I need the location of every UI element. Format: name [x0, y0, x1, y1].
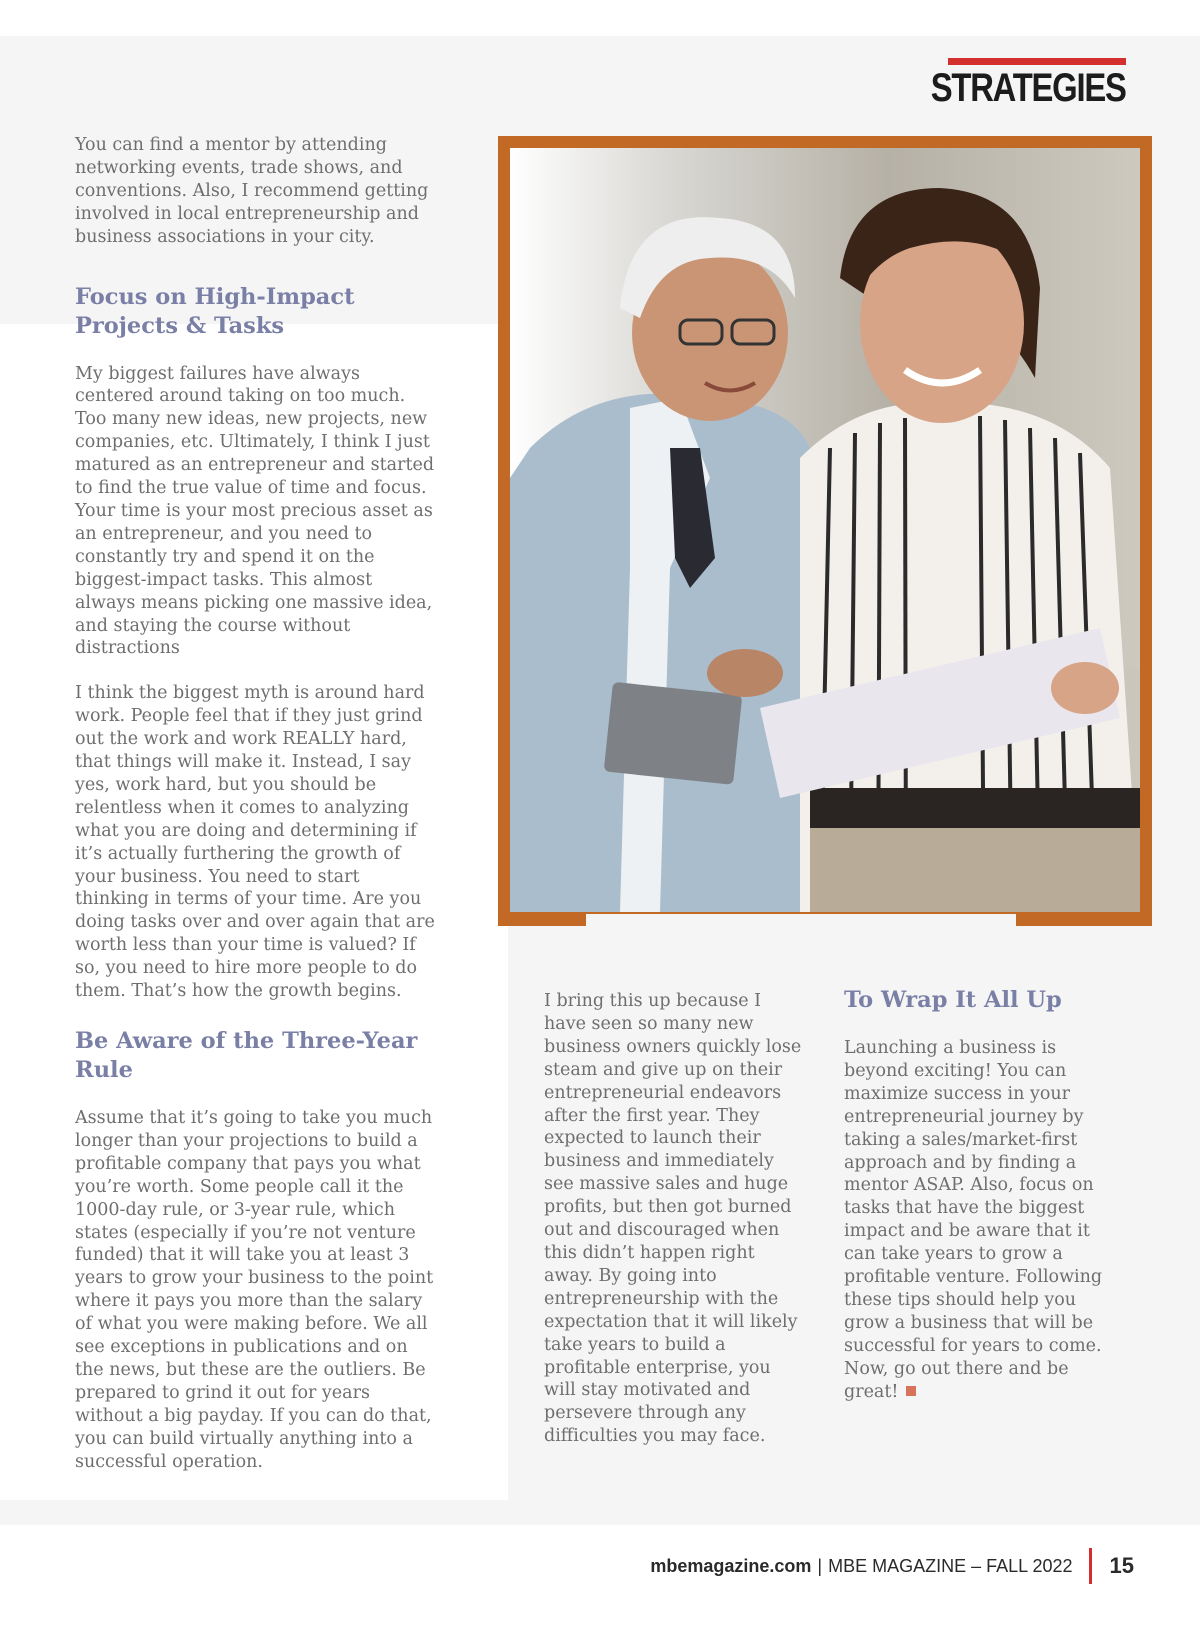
end-mark-icon — [906, 1386, 916, 1396]
paragraph-failures: My biggest failures have always centered around taking on too much. Too many new ideas, new projects, new companies, etc. Ultimately, I think I just matured as an entrepreneur and started to find the true value of time and focus. Your time is your most precious asset as an entrepreneur, and you need to constantly try and spend it on the biggest-impact tasks. This almost always means picking one massive idea, and staying the course without distractions — [75, 363, 435, 659]
paragraph-wrap-up: Launching a business is beyond exciting! You can maximize success in your entrepreneurial journey by taking a sales/market-first approach and by finding a mentor ASAP. Also, focus on tasks that have the biggest impact and be aware that it can take years to grow a profitable venture. Following these tips should help you grow a business that will be successful for years to come. Now, go out there and be great! — [844, 1038, 1103, 1402]
background-band-bottom — [0, 1500, 1200, 1525]
section-title: STRATEGIES — [931, 66, 1126, 110]
footer-separator: | — [817, 1555, 823, 1576]
page-number: 15 — [1109, 1553, 1134, 1578]
heading-wrap-it-up: To Wrap It All Up — [844, 987, 1062, 1013]
middle-column — [544, 990, 806, 1448]
footer-publication: MBE MAGAZINE – FALL 2022 — [828, 1555, 1073, 1576]
photo-two-businesswomen-icon — [510, 148, 1140, 912]
frame-gap — [586, 914, 1016, 926]
right-column — [844, 986, 1112, 1404]
left-column — [75, 134, 435, 1474]
paragraph-three-year-rule: Assume that it’s going to take you much longer than your projections to build a profitable company that pays you what you’re worth. Some people call it the 1000-day rule, or 3-year rule, which states (especially if you’re not venture funded) that it will take you at least 3 years to grow your business to the point where it pays you more than the salary of what you were making before. We all see exceptions in publications and on the news, but these are the outliers. Be prepared to grind it out for years without a big payday. If you can do that, you can build virtually anything into a successful operation. — [75, 1108, 434, 1472]
photo-frame — [498, 136, 1152, 926]
page-footer — [650, 1548, 1134, 1584]
paragraph-hard-work: I think the biggest myth is around hard work. People feel that if they just grind out the work and work REALLY hard, that things will make it. Instead, I say yes, work hard, but you should be relentless when it comes to analyzing what you are doing and determining if it’s actually furthering the growth of your business. You need to start thinking in terms of your time. Are you doing tasks over and over again that are worth less than your time is valued? If so, you need to hire more people to do them. That’s how the growth begins. — [75, 683, 435, 1002]
footer-divider — [1089, 1548, 1092, 1584]
intro-paragraph: You can find a mentor by attending networking events, trade shows, and conventions. Also, I recommend getting involved in local entrepreneurship and business associations in your city. — [75, 135, 429, 247]
heading-three-year-rule: Be Aware of the Three-Year Rule — [75, 1028, 418, 1083]
section-label — [888, 58, 1126, 111]
footer-site-link[interactable]: mbemagazine.com — [650, 1555, 812, 1576]
heading-high-impact: Focus on High-Impact Projects & Tasks — [75, 283, 355, 339]
section-accent-bar — [948, 58, 1126, 65]
paragraph-bring-this-up: I bring this up because I have seen so many new business owners quickly lose steam and give up on their entrepreneurial endeavors after the first year. They expected to launch their business and immediately see massive sales and huge profits, but then got burned out and discouraged when this didn’t happen right away. By going into entrepreneurship with the expectation that it will likely take years to build a profitable enterprise, you will stay motivated and persevere through any difficulties you may face. — [544, 991, 802, 1447]
